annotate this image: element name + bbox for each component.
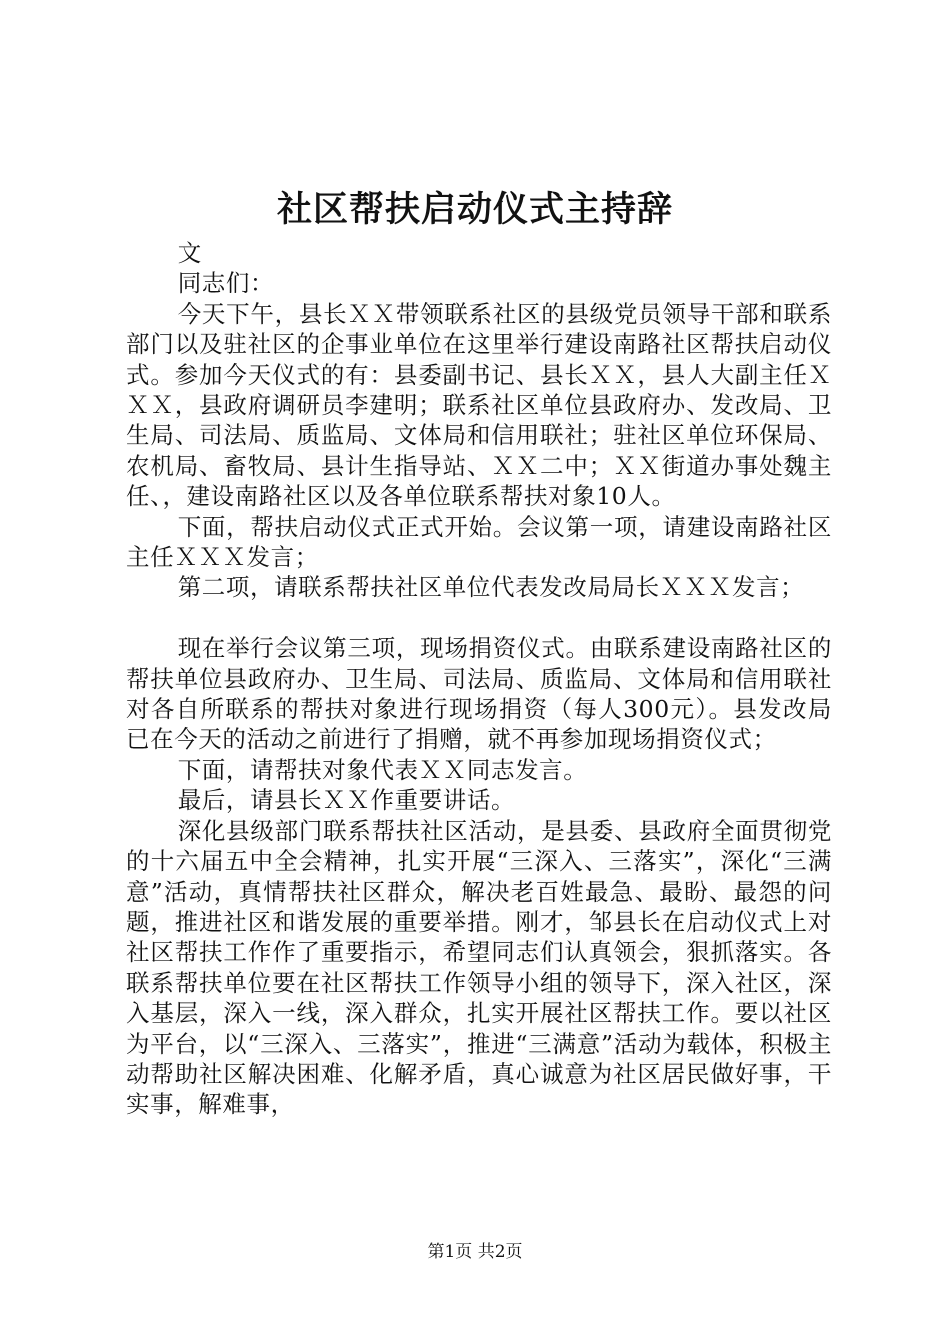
author-line: 文 [177, 239, 202, 267]
paragraph-closing-speech: 最后，请县长ＸＸ作重要讲话。 [177, 786, 516, 815]
page-footer: 第1页 共2页 [427, 1242, 523, 1262]
salutation: 同志们： [177, 269, 275, 298]
paragraph-representative: 下面，请帮扶对象代表ＸＸ同志发言。 [177, 755, 588, 784]
document-title: 社区帮扶启动仪式主持辞 [276, 189, 673, 230]
paragraph-intro: 今天下午，县长ＸＸ带领联系社区的县级党员领导干部和联系部门以及驻社区的企事业单位在这里举行建设南路社区帮扶启动仪式。参加今天仪式的有：县委副书记、县长ＸＸ，县人大副主任ＸＸＸ，县政府调研员李建明；联系社区单位县政府办、发改局、卫生局、司法局、质监局、文体局和信用联社；驻社区单位环保局、农机局、畜牧局、县计生指导站、ＸＸ二中；ＸＸ街道办事处魏主任、，建设南路社区以及各单位联系帮扶对象10人。 [126, 299, 832, 511]
paragraph-item-one: 下面，帮扶启动仪式正式开始。会议第一项，请建设南路社区主任ＸＸＸ发言； [126, 512, 832, 572]
paragraph-item-three: 现在举行会议第三项，现场捐资仪式。由联系建设南路社区的帮扶单位县政府办、卫生局、司法局、质监局、文体局和信用联社对各自所联系的帮扶对象进行现场捐资（每人300元）。县发改局已在今天的活动之前进行了捐赠，就不再参加现场捐资仪式； [126, 634, 832, 754]
document-body [126, 238, 832, 1120]
paragraph-item-two: 第二项，请联系帮扶社区单位代表发改局局长ＸＸＸ发言； [177, 573, 805, 602]
paragraph-summary: 深化县级部门联系帮扶社区活动，是县委、县政府全面贯彻党的十六届五中全会精神，扎实开展“三深入、三落实”，深化“三满意”活动，真情帮扶社区群众，解决老百姓最急、最盼、最怨的问题，推进社区和谐发展的重要举措。刚才，邹县长在启动仪式上对社区帮扶工作作了重要指示，希望同志们认真领会，狠抓落实。各联系帮扶单位要在社区帮扶工作领导小组的领导下，深入社区，深入基层，深入一线，深入群众，扎实开展社区帮扶工作。要以社区为平台，以“三深入、三落实”，推进“三满意”活动为载体，积极主动帮助社区解决困难、化解矛盾，真心诚意为社区居民做好事，干实事，解难事， [126, 816, 832, 1119]
blank-line [126, 603, 832, 633]
